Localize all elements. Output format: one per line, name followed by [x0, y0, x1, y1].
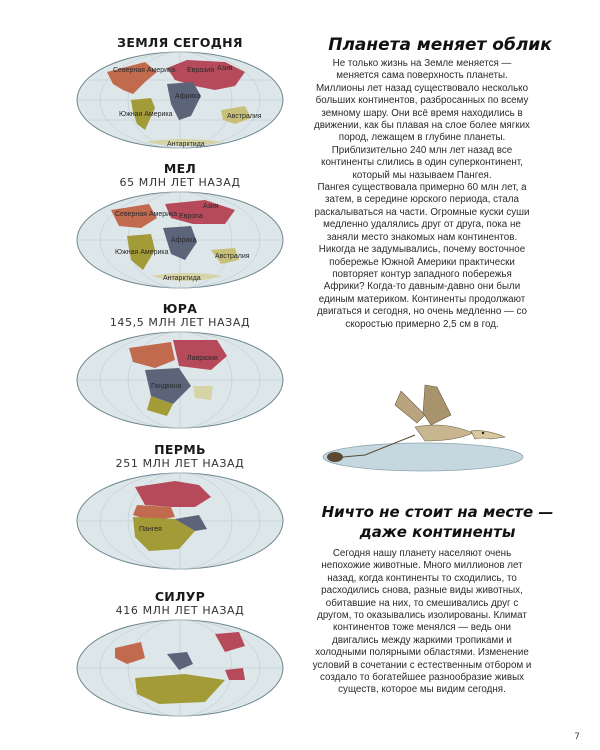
map-today	[60, 36, 300, 150]
globe-permian-map	[75, 471, 285, 571]
label-europe: Европа	[179, 213, 203, 220]
label-asia: Азия	[217, 65, 233, 72]
map-cretaceous	[60, 162, 300, 290]
section1-title: Планета меняет облик	[328, 35, 552, 55]
label-antarctica: Антарктида	[163, 275, 201, 282]
label-antarctica: Антарктида	[167, 141, 205, 148]
label-gondwana: Гондвана	[151, 383, 182, 390]
globe-silurian-map	[75, 618, 285, 718]
map-permian	[60, 443, 300, 571]
page-number: 7	[574, 732, 580, 742]
era-name: МЕЛ	[163, 161, 197, 176]
era-name: ЮРА	[162, 301, 198, 316]
section2-title-line-1: Ничто не стоит на месте —	[321, 503, 554, 521]
era-name: ЗЕМЛЯ СЕГОДНЯ	[117, 35, 243, 50]
section2-title	[305, 502, 570, 542]
label-north-america: Северная Америка	[113, 67, 176, 74]
globe-jurassic-map	[75, 330, 285, 430]
section2-paragraph: Сегодня нашу планету населяют очень непохожие животные. Много миллионов лет назад, когда континенты то сходились, то расходились снова, разные виды животных, обитавшие на них, то смешивались друг с другом, то оказывались изолированы. Климат континентов тоже менялся — ведь они двигались между жаркими тропиками и холодными полярными областями. Изменение условий в сочетании с естественным отбором и создало то богатейшее разнообразие живых существ, которое мы видим сегодня.	[312, 548, 532, 696]
section2-title-line-2: даже континенты	[359, 523, 516, 541]
era-age: 65 МЛН ЛЕТ НАЗАД	[119, 176, 241, 189]
era-name: СИЛУР	[154, 589, 206, 604]
label-south-america: Южная Америка	[119, 111, 173, 118]
label-south-america: Южная Америка	[115, 249, 169, 256]
label-africa: Африка	[171, 237, 197, 244]
era-age: 145,5 МЛН ЛЕТ НАЗАД	[109, 316, 251, 329]
label-pangea: Пангея	[139, 526, 162, 533]
label-africa: Африка	[175, 93, 201, 100]
map-jurassic	[60, 302, 300, 430]
section1-paragraph-2: Пангея существовала примерно 60 млн лет, а затем, в середине юрского периода, стала раскалываться на части. Огромные куски суши медленно удалялись друг от друга, пока не заняли место знакомых нам континентов. Никогда не задумывались, почему восточное побережье Южной Америки практически повторяет контур западного побережья Африки? Когда-то давным-давно они были единым материком. Континенты продолжают двигаться и сегодня, но очень медленно — со скоростью примерно 2,5 см в год.	[314, 182, 530, 330]
label-australia: Австралия	[227, 113, 262, 120]
label-australia: Австралия	[215, 253, 250, 260]
map-silurian	[60, 590, 300, 718]
section1-paragraph-1: Не только жизнь на Земле меняется — меняется сама поверхность планеты. Миллионы лет назад существовало несколько больших континентов, разбросанных по всему земному шару. Они всё время находились в движении, как бы плавая на слое более мягких пород, лежащем в глубине планеты. Приблизительно 240 млн лет назад все континенты слились в один суперконтинент, который мы называем Пангея.	[314, 58, 530, 181]
section1-body	[312, 58, 532, 331]
label-laurasia: Лавразия	[187, 355, 218, 362]
era-age: 416 МЛН ЛЕТ НАЗАД	[115, 604, 245, 617]
label-eurasia: Евразия	[187, 67, 215, 74]
label-asia: Азия	[203, 203, 219, 210]
label-north-america: Северная Америка	[115, 211, 178, 218]
globe-cretaceous-map	[75, 190, 285, 290]
era-name: ПЕРМЬ	[154, 442, 206, 457]
globe-today-map	[75, 50, 285, 150]
era-age: 251 МЛН ЛЕТ НАЗАД	[115, 457, 245, 470]
section2-body	[312, 548, 532, 697]
pterosaur-illustration	[305, 375, 535, 485]
